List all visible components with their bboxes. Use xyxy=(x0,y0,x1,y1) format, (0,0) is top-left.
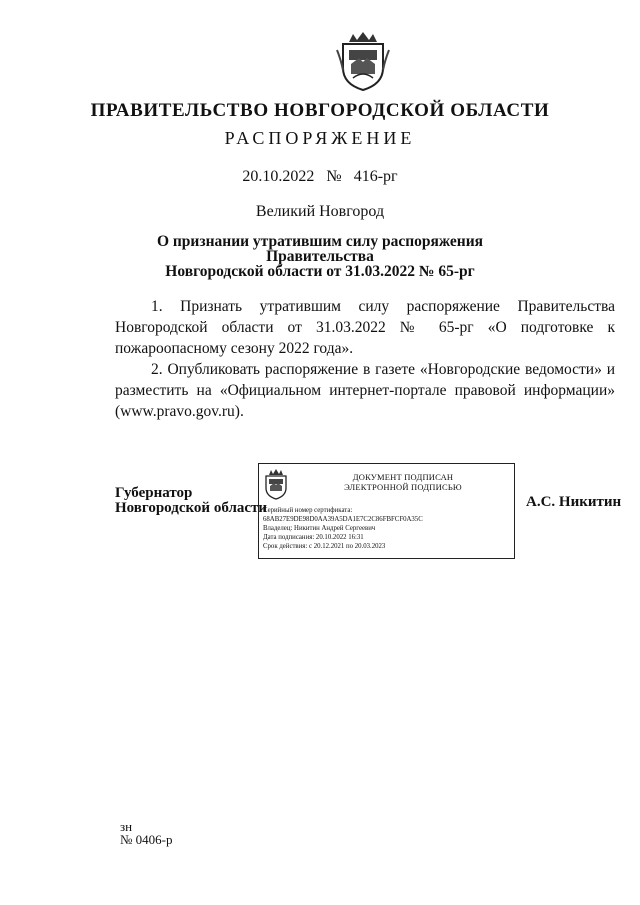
electronic-signature-stamp xyxy=(258,463,515,559)
document-body xyxy=(115,296,615,422)
footer xyxy=(120,820,172,846)
stamp-serial-label: Серийный номер сертификата: xyxy=(263,507,353,514)
footer-number: № 0406-р xyxy=(120,832,173,847)
document-type: РАСПОРЯЖЕНИЕ xyxy=(224,128,416,148)
stamp-heading xyxy=(303,472,503,492)
paragraph-1: 1. Признать утратившим силу распоряжение Правительства Новгородской области от 31.03.2022 № 65-рг «О подготовке к пожароопасному сезону 2022 года». xyxy=(115,298,615,357)
stamp-signed-date: Дата подписания: 20.10.2022 16:31 xyxy=(263,534,364,541)
stamp-heading-line-1: ДОКУМЕНТ ПОДПИСАН xyxy=(352,472,454,482)
subject-line-1: О признании утратившим силу распоряжения Правительства xyxy=(156,233,484,265)
paragraph-2: 2. Опубликовать распоряжение в газете «Новгородские ведомости» и разместить на «Официальном интернет-портале правовой информации» (www.pravo.gov.ru). xyxy=(115,361,615,420)
document-date-number xyxy=(0,168,640,186)
signer-title-line-2: Новгородской области xyxy=(115,500,268,516)
government-title: ПРАВИТЕЛЬСТВО НОВГОРОДСКОЙ ОБЛАСТИ xyxy=(90,100,550,121)
stamp-heading-line-2: ЭЛЕКТРОННОЙ ПОДПИСЬЮ xyxy=(344,482,462,492)
stamp-details xyxy=(263,506,513,551)
stamp-coat-of-arms-icon xyxy=(263,468,289,500)
signer-name: А.С. Никитин xyxy=(526,494,622,510)
stamp-validity: Срок действия: с 20.12.2021 по 20.03.2023 xyxy=(263,543,386,550)
signer-title xyxy=(115,486,267,516)
footer-code: зн xyxy=(120,819,133,834)
stamp-owner: Владелец: Никитин Андрей Сергеевич xyxy=(263,525,376,532)
number-sign: № xyxy=(326,168,342,185)
document-subject xyxy=(110,234,530,279)
document-number: 416-рг xyxy=(353,168,398,185)
subject-line-2: Новгородской области от 31.03.2022 № 65-рг xyxy=(165,263,475,280)
document-date: 20.10.2022 xyxy=(242,168,315,185)
city: Великий Новгород xyxy=(255,203,385,220)
coat-of-arms-icon xyxy=(335,30,391,92)
signer-title-line-1: Губернатор xyxy=(115,485,193,501)
stamp-serial: 68AB27E9DE98D0AA39A5DA1E7C2C86FBFCF0A35C xyxy=(263,516,423,523)
